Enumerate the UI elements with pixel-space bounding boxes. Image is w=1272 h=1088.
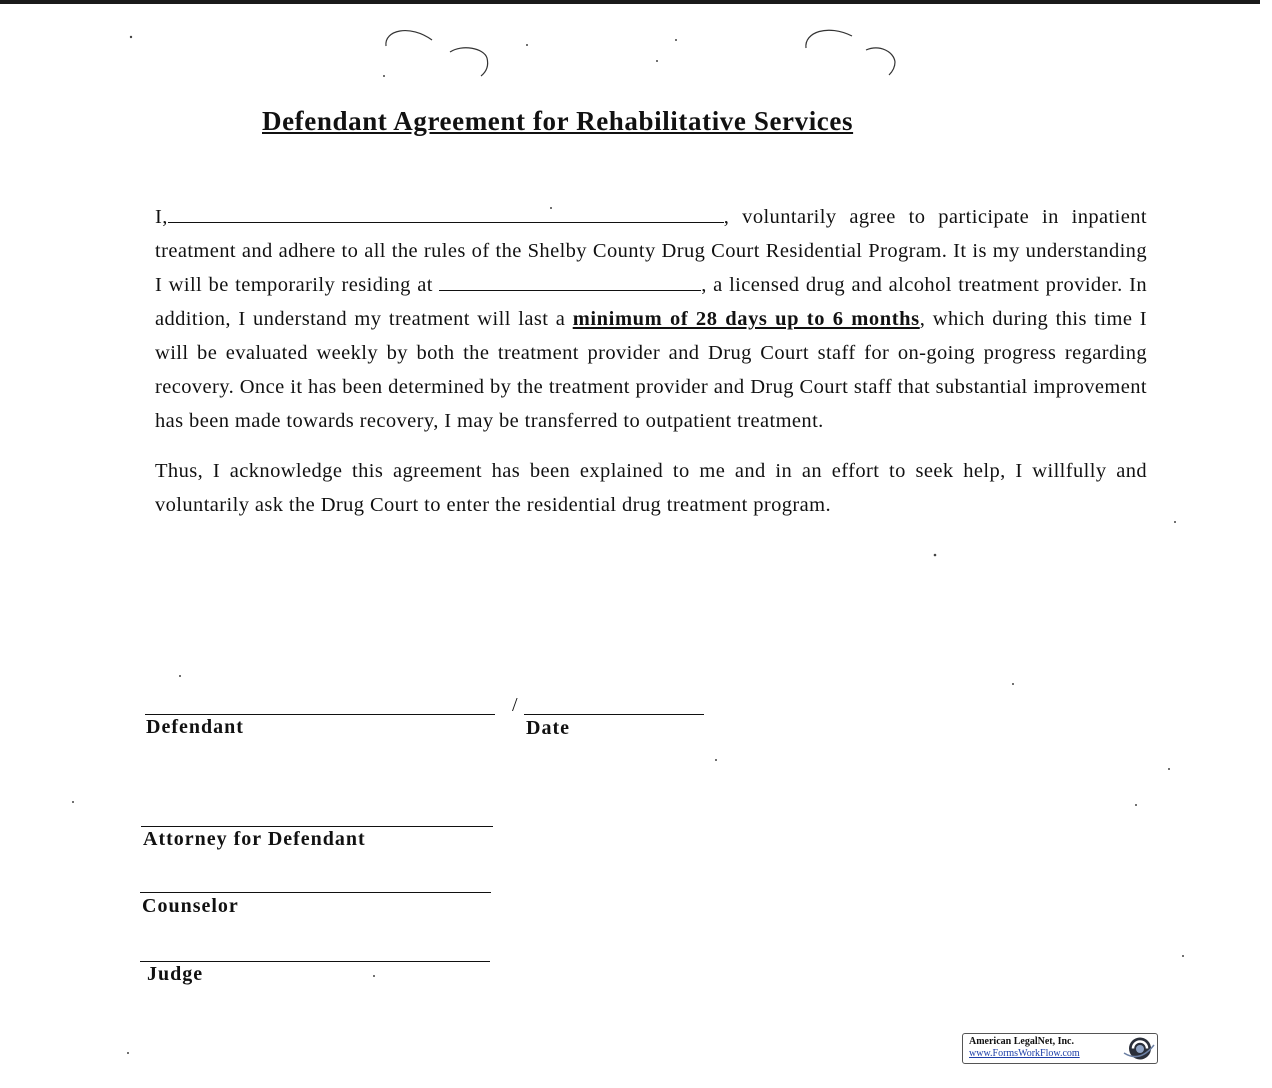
agreement-body [155, 200, 1147, 538]
paragraph-1-text-b: , a licensed drug and alcohol treatment provider. In addition, I understand my treatment will last a [155, 274, 1147, 330]
counselor-label: Counselor [142, 895, 239, 917]
signature-date-separator: / [512, 694, 518, 716]
agreement-paragraph-2: Thus, I acknowledge this agreement has been explained to me and in an effort to seek help, I willfully and voluntarily ask the Drug Court to enter the residential drug treatment program. [155, 460, 1147, 516]
defendant-label: Defendant [146, 716, 244, 738]
attorney-label: Attorney for Defendant [143, 828, 366, 850]
paragraph-1-text-a: , voluntarily agree to participate in inpatient treatment and adhere to all the rules of the Shelby County Drug Court Residential Program. It is my understanding I will be temporarily residing at [155, 206, 1147, 296]
document-title: Defendant Agreement for Rehabilitative Services [262, 106, 854, 136]
treatment-duration-emphasis: minimum of 28 days up to 6 months [572, 308, 920, 330]
judge-signature-line[interactable] [140, 961, 490, 962]
attorney-signature-line[interactable] [141, 826, 493, 827]
date-signature-line[interactable] [524, 714, 704, 715]
date-label: Date [526, 717, 570, 739]
globe-icon [1121, 1035, 1155, 1062]
defendant-signature-line[interactable] [145, 714, 495, 715]
footer-logo[interactable] [962, 1033, 1158, 1064]
paragraph-1-text-c: , which during this time I will be evaluated weekly by both the treatment provider and Drug Court staff for on-going progress regarding recovery. Once it has been determined by the treatment provider and Drug Court staff that substantial improvement has been made towards recovery, I may be transferred to outpatient treatment. [155, 308, 1148, 432]
agreement-paragraph-1 [155, 200, 1147, 438]
footer-url[interactable]: www.FormsWorkFlow.com [969, 1048, 1080, 1059]
judge-label: Judge [147, 963, 204, 985]
pronoun-text: I, [155, 206, 168, 228]
facility-name-blank[interactable] [439, 272, 701, 291]
footer-company: American LegalNet, Inc. [969, 1036, 1074, 1047]
counselor-signature-line[interactable] [140, 892, 491, 893]
defendant-name-blank[interactable] [168, 204, 724, 223]
